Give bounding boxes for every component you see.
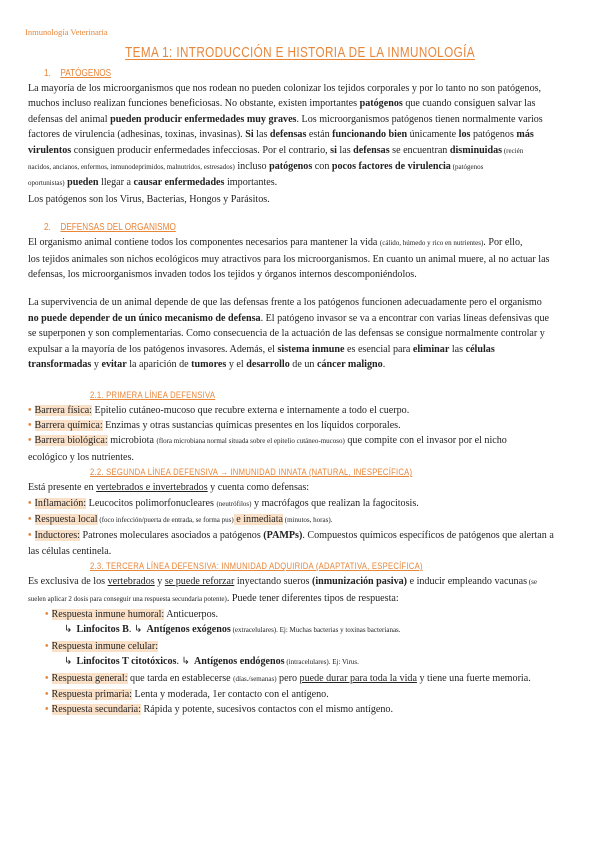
list-item: • Respuesta local (foco infección/puerta de entrada, se forma pus) e inmediata (minutos, horas). (28, 513, 333, 525)
bullet-icon: • (28, 513, 32, 525)
list-item: • Respuesta secundaria: Rápida y potente, sucesivos contactos con el mismo antígeno. (45, 704, 393, 716)
section-patogenos-text: La mayoría de los microorganismos que nos rodean no pueden colonizar los tejidos corporales y por lo tanto no son patógenos, muchos incluso realizan funciones beneficiosas. No obstante, existen importantes patógenos que cuando consiguen salvar las defensas del animal pueden producir enfermedades muy graves. Los microorganismos patógenos tienen normalmente varios factores de virulencia (adhesinas, toxinas, invasinas). Si las defensas están funcionando bien únicamente los patógenos más virulentos consiguen producir enfermedades infecciosas. Por el contrario, si las defensas se encuentran disminuidas (recién nacidos, ancianos, enfermos, inmunodeprimidos, malnutridos, estresados) incluso patógenos con pocos factores de virulencia (patógenos oportunistas) pueden llegar a causar enfermedades importantes. Los patógenos son los Virus, Bacterias, Hongos y Parásitos. (28, 83, 543, 205)
page-title: TEMA 1: INTRODUCCIÓN E HISTORIA DE LA INMUNOLOGÍA (125, 44, 475, 61)
list-item: • Barrera física: Epitelio cutáneo-mucoso que recubre externa e internamente a todo el cuerpo. (28, 404, 410, 416)
sub-arrow-icon: ↳ (64, 624, 73, 636)
bullet-icon: • (28, 530, 32, 542)
section-defensas-text: El organismo animal contiene todos los componentes necesarios para mantener la vida (cálido, húmedo y rico en nutrientes). Por ello, los tejidos animales son nichos ecológicos muy atractivos para los microorganismos. En cuanto un animal muere, al no actuar las defensas, los microorganismos invaden todos los tejidos y órganos internos descomponiéndolos. La supervivencia de un animal depende de que las defensas frente a los patógenos funcionen adecuadamente pero el organismo no puede depender de un único mecanismo de defensa. El patógeno invasor se va a encontrar con varias líneas defensivas que se superponen y son complementarias. Como consecuencia de la actuación de las defensas se consigue normalmente controlar y expulsar a la mayoría de los patógenos invasores. Además, el sistema inmune es esencial para eliminar las células transformadas y evitar la aparición de tumores y el desarrollo de un cáncer maligno. (28, 237, 550, 371)
subsection-heading-tercera-linea: 2.3. TERCERA LÍNEA DEFENSIVA: INMUNIDAD ADQUIRIDA (ADAPTATIVA, ESPECÍFICA) (90, 561, 423, 572)
list-item: • Respuesta primaria: Lenta y moderada, 1er contacto con el antígeno. (45, 689, 329, 700)
sub-arrow-icon: ↳ (133, 624, 143, 636)
list-item: • Barrera química: Enzimas y otras sustancias químicas presentes en los líquidos corporales. (28, 419, 401, 431)
list-subitem: ↳ Linfocitos T citotóxicos. ↳ Antígenos endógenos (intracelulares). Ej: Virus. (64, 656, 359, 668)
subsection-primera-linea-list: • Barrera física: Epitelio cutáneo-mucoso que recubre externa e internamente a todo el cuerpo. • Barrera química: Enzimas y otras sustancias químicas presentes en los líquidos corporales. • Barrera biológica: microbiota (flora microbiana normal situada sobre el epitelio cutáneo-mucoso) que compite con el invasor por el nicho ecológico y los nutrientes. (28, 403, 576, 466)
bullet-icon: • (45, 608, 49, 620)
section-heading-patogenos: 1. PATÓGENOS (44, 68, 112, 79)
bullet-icon: • (45, 640, 49, 652)
bullet-icon: • (45, 689, 49, 700)
document-body (28, 68, 576, 718)
bullet-icon: • (28, 404, 32, 416)
list-item: • Respuesta general: que tarda en establecerse (días./semanas) pero puede durar para toda la vida y tiene una fuerte memoria. (45, 672, 531, 684)
sub-arrow-icon: ↳ (181, 656, 191, 668)
bullet-icon: • (45, 704, 49, 716)
bullet-icon: • (45, 672, 49, 684)
subsection-heading-segunda-linea: 2.2. SEGUNDA LÍNEA DEFENSIVA → INMUNIDAD INNATA (NATURAL, INESPECÍFICA) (90, 467, 413, 478)
section-heading-defensas: 2. DEFENSAS DEL ORGANISMO (44, 222, 176, 234)
bullet-icon: • (28, 497, 32, 509)
running-header: Inmunología Veterinaria (25, 27, 108, 37)
list-item: • Respuesta inmune humoral: Anticuerpos. (45, 608, 219, 620)
list-item: • Inflamación: Leucocitos polimorfonucleares (neutrófilos) y macrófagos que realizan la fagocitosis. (28, 497, 419, 509)
subsection-heading-primera-linea: 2.1. PRIMERA LÍNEA DEFENSIVA (90, 389, 216, 400)
subsection-tercera-linea-list: Es exclusiva de los vertebrados y se puede reforzar inyectando sueros (inmunización pasiva) e inducir empleando vacunas (se suelen aplicar 2 dosis para conseguir una respuesta secundaria potente). Puede tener diferentes tipos de respuesta: • Respuesta inmune humoral: Anticuerpos. ↳ Linfocitos B. ↳ Antígenos exógenos (extracelulares). Ej: Muchas bacterias y toxinas bacterianas. • Respuesta inmune celular: ↳ Linfocitos T citotóxicos. ↳ Antígenos endógenos (intracelulares). Ej: Virus. • Respuesta general: que tarda en establecerse (días./semanas) pero puede durar para toda la vida y tiene una fuerte memoria. • Respuesta primaria: Lenta y moderada, 1er contacto con el antígeno. • Respuesta secundaria: Rápida y potente, sucesivos contactos con el mismo antígeno. (28, 574, 576, 718)
list-item: • Respuesta inmune celular: (45, 640, 159, 652)
bullet-icon: • (28, 419, 32, 431)
sub-arrow-icon: ↳ (64, 656, 73, 668)
list-item: • Inductores: Patrones moleculares asociados a patógenos (PAMPs). Compuestos químicos específicos de patógenos que alertan a (28, 530, 554, 542)
bullet-icon: • (28, 435, 32, 447)
list-item: • Barrera biológica: microbiota (flora microbiana normal situada sobre el epitelio cutáneo-mucoso) que compite con el invasor por el nicho (28, 435, 507, 447)
subsection-segunda-linea-list: Está presente en vertebrados e invertebrados y cuenta como defensas: • Inflamación: Leucocitos polimorfonucleares (neutrófilos) y macrófagos que realizan la fagocitosis. • Respuesta local (foco infección/puerta de entrada, se forma pus) e inmediata (minutos, horas). • Inductores: Patrones moleculares asociados a patógenos (PAMPs). Compuestos químicos específicos de patógenos que alertan a las células centinela. (28, 480, 576, 559)
list-subitem: ↳ Linfocitos B. ↳ Antígenos exógenos (extracelulares). Ej: Muchas bacterias y toxinas bacterianas. (64, 624, 401, 636)
